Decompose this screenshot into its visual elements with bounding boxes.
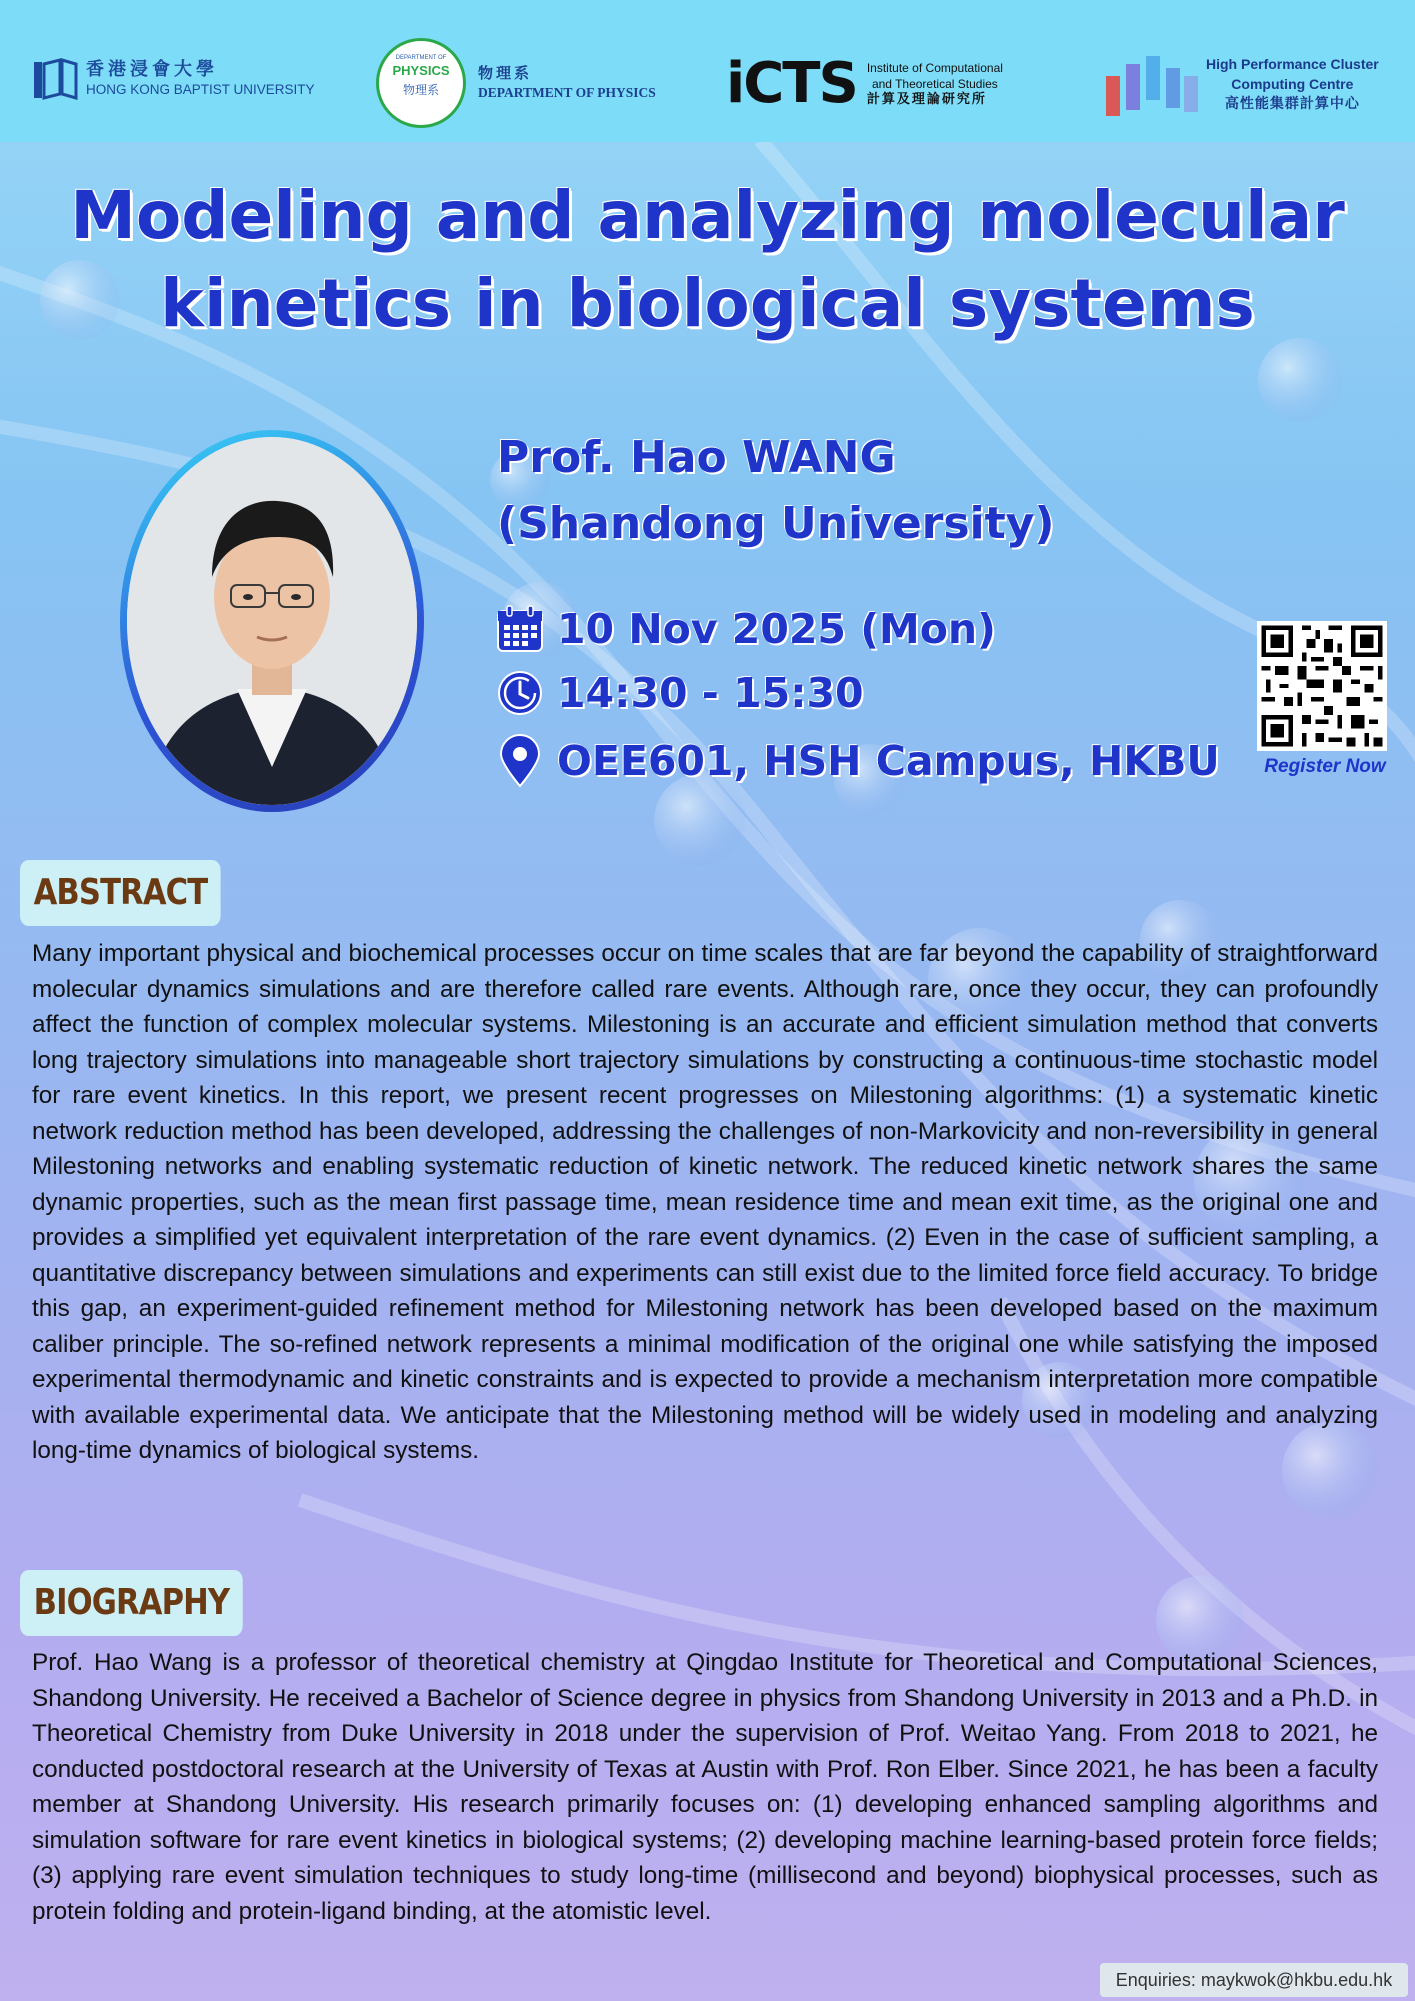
event-venue-row: [495, 734, 1220, 788]
speaker-photo-frame: [120, 430, 424, 812]
logo-bar: [0, 0, 1415, 142]
enquiries-contact[interactable]: Enquiries: maykwok@hkbu.edu.hk: [1100, 1963, 1408, 1997]
icts-acronym: iCTS: [726, 51, 857, 116]
talk-title-line2: kinetics in biological systems: [160, 265, 1255, 342]
speaker-affiliation: (Shandong University): [497, 498, 1055, 549]
physics-logo: [376, 38, 656, 128]
talk-title: [0, 172, 1415, 348]
hpcc-line1: High Performance Cluster: [1206, 56, 1379, 72]
speaker-block: [497, 425, 1054, 557]
physics-chinese-name: 物理系: [478, 64, 533, 82]
biography-heading: BIOGRAPHY: [20, 1570, 243, 1636]
talk-title-line1: Modeling and analyzing molecular: [70, 177, 1345, 254]
event-time-row: [495, 668, 864, 718]
event-venue: OEE601, HSH Campus, HKBU: [557, 737, 1220, 785]
icts-chinese: 計算及理論研究所: [866, 92, 987, 107]
hpcc-line2: Computing Centre: [1231, 76, 1354, 92]
register-now-link[interactable]: Register Now: [1264, 756, 1386, 777]
hkbu-english-name: HONG KONG BAPTIST UNIVERSITY: [86, 82, 315, 97]
hkbu-chinese-name: 香港浸會大學: [86, 59, 218, 80]
speaker-photo: [127, 437, 417, 805]
abstract-text: Many important physical and biochemical processes occur on time scales that are far beyond the capability of straightforward molecular dynamics simulations and are therefore called rare events. Although rare, once they occur, they can profoundly affect the function of complex molecular systems. Milestoning is an accurate and efficient simulation method that converts long trajectory simulations into manageable short trajectory simulations by constructing a continuous-time stochastic model for rare event kinetics. In this report, we present recent progresses on Milestoning algorithms: (1) a systematic kinetic network reduction method has been developed, addressing the challenges of non-Markovicity and non-reversibility in general Milestoning networks and enabling systematic reduction of kinetic network. The reduced kinetic network shares the same dynamic properties, such as the mean first passage time, mean residence time and mean exit time, as the original one and provides a simplified yet equivalent interpretation of the rare event dynamics. (2) Even in the case of sufficient sampling, a quantitative discrepancy between simulations and experiments can still exist due to the limited force field accuracy. To bridge this gap, an experiment-guided refinement method for Milestoning network has been developed based on the maximum caliber principle. The so-refined network represents a minimal modification of the original one while satisfying the imposed experimental thermodynamic and kinetic constraints and is expected to provide a mechanism interpretation more compatible with available experimental data. We anticipate that the Milestoning method will be widely used in modeling and analyzing long-time dynamics of biological systems.: [32, 940, 1378, 1464]
event-time: 14:30 - 15:30: [557, 669, 864, 717]
hpcc-logo: [1102, 46, 1379, 122]
hkbu-crest-icon: [32, 58, 78, 102]
speaker-name: Prof. Hao WANG: [497, 432, 896, 483]
clock-icon: [495, 668, 545, 718]
physics-badge-chinese: 物理系: [402, 83, 439, 97]
event-date-row: [495, 604, 996, 654]
physics-badge-main: PHYSICS: [392, 63, 450, 78]
hpcc-mark-icon: [1102, 46, 1202, 122]
biography-text: Prof. Hao Wang is a professor of theoretical chemistry at Qingdao Institute for Theoretical and Computational Sciences, Shandong University. He received a Bachelor of Science degree in physics from Shandong University in 2013 and a Ph.D. in Theoretical Chemistry from Duke University in 2018 under the supervision of Prof. Weitao Yang. From 2018 to 2021, he conducted postdoctoral research at the University of Texas at Austin with Prof. Ron Elber. Since 2021, he has been a faculty member at Shandong University. His research primarily focuses on: (1) developing enhanced sampling algorithms and simulation software for rare event kinetics in biological systems; (2) developing machine learning-based protein force fields; (3) applying rare event simulation techniques to study long-time (millisecond and beyond) biophysical processes, such as protein folding and protein-ligand binding, at the atomistic level.: [32, 1649, 1378, 1925]
location-pin-icon: [495, 734, 545, 788]
registration-qr-code[interactable]: [1257, 621, 1387, 751]
physics-badge: [376, 38, 466, 128]
icts-line2: and Theoretical Studies: [871, 77, 998, 91]
hkbu-logo: [32, 58, 315, 102]
icts-logo: [726, 51, 1003, 116]
calendar-icon: [495, 604, 545, 654]
physics-english-name: DEPARTMENT OF PHYSICS: [478, 85, 656, 100]
abstract-heading: ABSTRACT: [20, 860, 221, 926]
icts-line1: Institute of Computational: [866, 61, 1003, 75]
physics-badge-top: DEPARTMENT OF: [395, 55, 447, 61]
hpcc-chinese: 高性能集群計算中心: [1224, 96, 1360, 112]
event-date: 10 Nov 2025 (Mon): [557, 605, 996, 653]
